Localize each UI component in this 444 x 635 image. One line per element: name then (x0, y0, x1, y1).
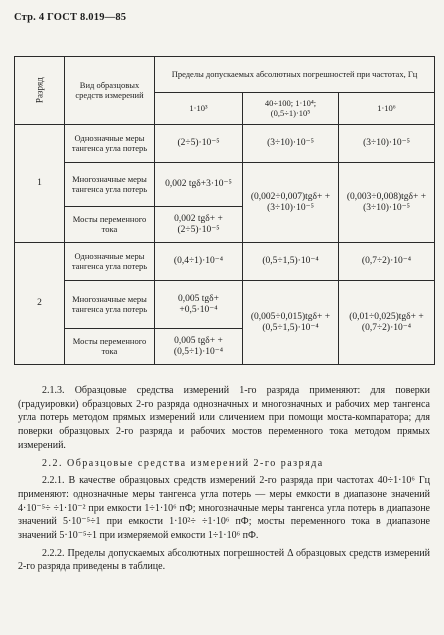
freq-header-3: 1·10⁶ (339, 93, 435, 125)
col-means-header: Вид образцовых средств измерений (65, 57, 155, 125)
paragraph: 2.1.3. Образцовые средства измерений 1-го разряда применяют: для поверки (градуировки) образцовых 2-го разряда однозначных и многозначных и рабочих мер тангенса угла потерь методом прямых измерений или сличением при помощи моста-компаратора; для поверки образцовых 2-го разряда и рабочих мостов переменного тока методом прямых измерений. (18, 385, 430, 451)
limit-value: 0,005 tgδ+ +0,5·10⁻⁴ (155, 281, 243, 329)
limit-value: 0,005 tgδ+ +(0,5÷1)·10⁻⁴ (155, 329, 243, 365)
freq-header-1: 1·10³ (155, 93, 243, 125)
rank-cell: 2 (15, 243, 65, 365)
limit-value: 0,002 tgδ+ +(2÷5)·10⁻⁵ (155, 207, 243, 243)
limit-value: (3÷10)·10⁻⁵ (243, 125, 339, 163)
paragraph: 2.2.1. В качестве образцовых средств измерений 2-го разряда при частотах 40÷1·10⁶ Гц применяют: однозначные меры тангенса угла потерь — меры емкости в диапазоне значений 4·10⁻⁵÷ ÷1·10⁻² при емкости 1÷1·10⁶ пФ; многозначные меры тангенса угла потерь в диапазоне значений 5·10⁻⁵÷1 при емкости 1·10²÷ ÷1·10⁶ пФ; мосты переменного тока в диапазоне значений 5·10⁻⁵÷1 при измеряемой емкости 1÷1·10⁶ пФ. (18, 475, 430, 542)
means-name: Однозначные меры тангенса угла потерь (65, 125, 155, 163)
limit-value: (3÷10)·10⁻⁵ (339, 125, 435, 163)
limit-value: (0,4÷1)·10⁻⁴ (155, 243, 243, 281)
body-text (18, 384, 430, 574)
limit-value-merged: (0,005÷0,015)tgδ+ +(0,5÷1,5)·10⁻⁴ (243, 281, 339, 365)
col-limits-header: Пределы допускаемых абсолютных погрешностей при частотах, Гц (155, 57, 435, 93)
paragraph: 2.2.2. Пределы допускаемых абсолютных погрешностей Δ образцовых средств измерений 2-го разряда приведены в таблице. (18, 547, 430, 573)
col-rank-header: Разряд (15, 57, 65, 125)
limit-value: (2÷5)·10⁻⁵ (155, 125, 243, 163)
limit-value: (0,5÷1,5)·10⁻⁴ (243, 243, 339, 281)
limit-value: (0,7÷2)·10⁻⁴ (339, 243, 435, 281)
tolerance-table (14, 56, 435, 365)
means-name: Однозначные меры тангенса угла потерь (65, 243, 155, 281)
freq-header-2: 40÷100; 1·10⁴; (0,5÷1)·10⁵ (243, 93, 339, 125)
section-heading: 2.2. Образцовые средства измерений 2-го разряда (42, 457, 324, 469)
means-name: Мосты переменного тока (65, 329, 155, 365)
limit-value-merged: (0,01÷0,025)tgδ+ +(0,7÷2)·10⁻⁴ (339, 281, 435, 365)
limit-value: 0,002 tgδ+3·10⁻⁵ (155, 163, 243, 207)
means-name: Многозначные меры тангенса угла потерь (65, 163, 155, 207)
limit-value-merged: (0,002÷0,007)tgδ+ +(3÷10)·10⁻⁵ (243, 163, 339, 243)
means-name: Мосты переменного тока (65, 207, 155, 243)
page-header: Стр. 4 ГОСТ 8.019—85 (14, 12, 127, 23)
means-name: Многозначные меры тангенса угла потерь (65, 281, 155, 329)
rank-cell: 1 (15, 125, 65, 243)
limit-value-merged: (0,003÷0,008)tgδ+ +(3÷10)·10⁻⁵ (339, 163, 435, 243)
